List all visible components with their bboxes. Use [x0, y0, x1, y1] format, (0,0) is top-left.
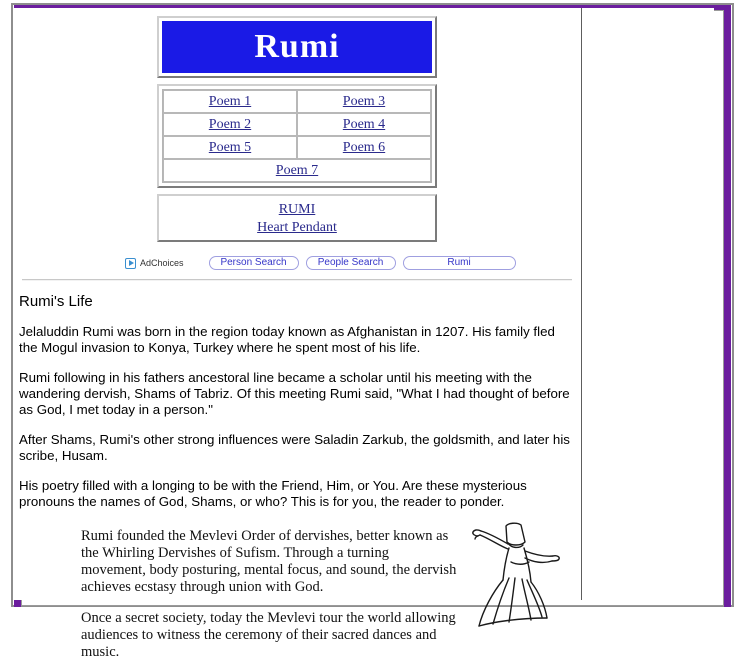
pendant-promo-box [157, 194, 437, 242]
poem-cell-5[interactable] [163, 136, 297, 159]
ad-pill-people-search[interactable]: People Search [306, 256, 396, 270]
poem-cell-6[interactable] [297, 136, 431, 159]
poem-nav-table [162, 89, 432, 183]
dervish-paragraph-2: Once a secret society, today the Mevlevi tour the world allowing audiences to witness the ceremony of their sacred dances and music. [81, 610, 456, 660]
poem-link-6[interactable]: Poem 6 [342, 140, 386, 155]
ad-bar [125, 255, 581, 271]
poem-link-5[interactable]: Poem 5 [208, 140, 252, 155]
poem-cell-2[interactable] [163, 113, 297, 136]
article [13, 293, 581, 661]
pendant-link-rumi[interactable]: RUMI [278, 202, 316, 217]
dervish-paragraph-1: Rumi founded the Mevlevi Order of dervishes, better known as the Whirling Dervishes of Sufism. Through a turning movement, body posturing, mental focus, and sound, the dervish achieves ecstasy through union with God. [81, 528, 457, 595]
play-triangle-icon [125, 258, 136, 269]
table-row [163, 159, 431, 182]
poem-link-3[interactable]: Poem 3 [342, 94, 386, 109]
article-paragraph-4: His poetry filled with a longing to be with the Friend, Him, or You. Are these mysterious pronouns the names of God, Shams, or who? This is for you, the reader to ponder. [19, 478, 527, 509]
article-paragraph-2: Rumi following in his fathers ancestoral line became a scholar until his meeting with the wandering dervish, Shams of Tabriz. Of this meeting Rumi said, "What I had thought of before as God, I met today in a person." [19, 370, 570, 417]
side-column [582, 8, 714, 600]
article-paragraph-3: After Shams, Rumi's other strong influences were Saladin Zarkub, the goldsmith, and later his scribe, Husam. [19, 432, 570, 463]
whirling-dervish-illustration [459, 518, 571, 630]
poem-link-1[interactable]: Poem 1 [208, 94, 252, 109]
content-area [13, 8, 714, 660]
dervish-section [19, 528, 575, 661]
poem-nav-container [157, 84, 437, 188]
poem-cell-4[interactable] [297, 113, 431, 136]
pendant-line-2 [163, 218, 431, 236]
poem-link-7[interactable]: Poem 7 [275, 163, 319, 178]
pendant-line-1 [163, 200, 431, 218]
table-row [163, 113, 431, 136]
table-row [163, 136, 431, 159]
poem-cell-1[interactable] [163, 90, 297, 113]
main-column [13, 8, 581, 660]
poem-link-4[interactable]: Poem 4 [342, 117, 386, 132]
poem-link-2[interactable]: Poem 2 [208, 117, 252, 132]
site-banner [157, 16, 437, 78]
table-row [163, 90, 431, 113]
banner-inner [162, 21, 432, 73]
poem-cell-7[interactable] [163, 159, 431, 182]
page-title: Rumi [254, 28, 340, 65]
pendant-link-heart-pendant[interactable]: Heart Pendant [257, 220, 337, 235]
ad-pill-person-search[interactable]: Person Search [209, 256, 299, 270]
ad-pill-rumi[interactable]: Rumi [403, 256, 516, 270]
adchoices-label: AdChoices [140, 258, 184, 268]
article-paragraph-1: Jelaluddin Rumi was born in the region today known as Afghanistan in 1207. His family fled the Mogul invasion to Konya, Turkey where he spent most of his life. [19, 324, 555, 355]
article-heading: Rumi's Life [19, 293, 93, 310]
content-divider [22, 279, 572, 281]
adchoices-group[interactable] [125, 258, 184, 269]
header-block [157, 16, 437, 242]
poem-cell-3[interactable] [297, 90, 431, 113]
